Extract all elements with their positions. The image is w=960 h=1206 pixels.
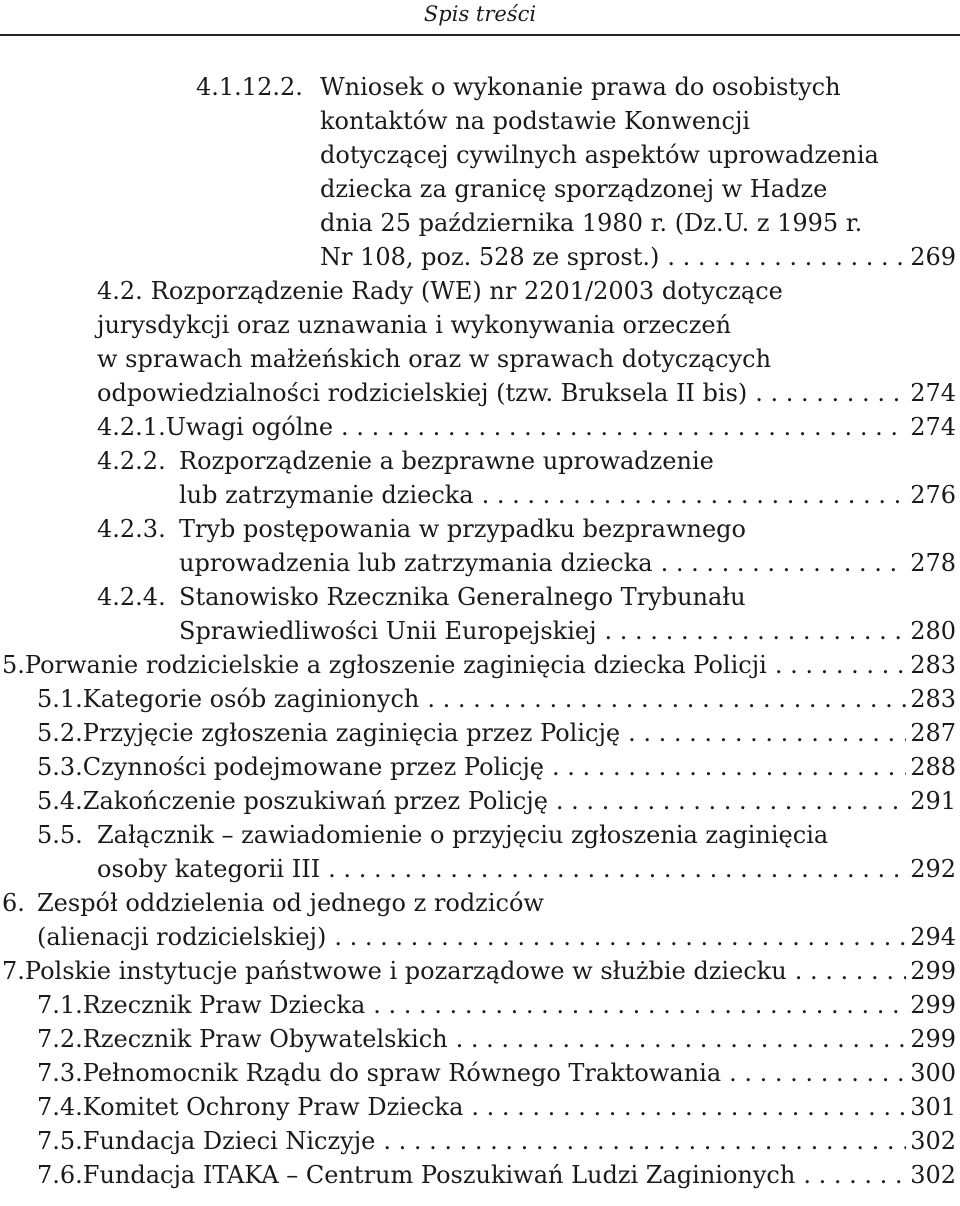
- toc-entry-title-line: Zakończenie poszukiwań przez Policję: [82, 787, 548, 815]
- toc-entry-title-line: Stanowisko Rzecznika Generalnego Trybunału: [179, 583, 746, 611]
- dot-leader: [375, 1124, 906, 1158]
- toc-entry-title-line: Uwagi ogólne: [165, 413, 334, 441]
- toc-entry-number: 5.4.: [37, 787, 83, 815]
- dot-leader: [795, 1158, 906, 1192]
- toc-entry-number: 7.4.: [37, 1093, 83, 1121]
- toc-entry[interactable]: [0, 1124, 960, 1158]
- toc-entry-title-line: Komitet Ochrony Praw Dziecka: [82, 1093, 464, 1121]
- toc-entry-page-number: 283: [910, 685, 956, 713]
- toc-entry-number: 4.2.4.: [97, 583, 166, 611]
- toc-entry[interactable]: [0, 512, 960, 580]
- toc-entry[interactable]: [0, 580, 960, 648]
- toc-entry-title-line: dnia 25 października 1980 r. (Dz.U. z 1995 r.: [320, 209, 863, 237]
- toc-entry-title-line: Sprawiedliwości Unii Europejskiej: [179, 617, 597, 645]
- toc-entry-title-line: dziecka za granicę sporządzonej w Hadze: [320, 175, 828, 203]
- toc-entry-page-number: 299: [910, 1025, 956, 1053]
- toc-entry-page-number: 288: [910, 753, 956, 781]
- toc-entry-page-number: 301: [910, 1093, 956, 1121]
- toc-entry-page-number: 302: [910, 1127, 956, 1155]
- dot-leader: [365, 988, 906, 1022]
- toc-entry-title-line: Załącznik – zawiadomienie o przyjęciu zgłoszenia zaginięcia: [97, 821, 829, 849]
- toc-entry-title-line: odpowiedzialności rodzicielskiej (tzw. Bruksela II bis): [97, 379, 748, 407]
- toc-entry-title-line: lub zatrzymanie dziecka: [179, 481, 474, 509]
- toc-entry-number: 4.2.1.: [97, 413, 166, 441]
- dot-leader: [767, 648, 906, 682]
- toc-entry-page-number: 269: [910, 243, 956, 271]
- toc-entry-title-line: Pełnomocnik Rządu do spraw Równego Traktowania: [82, 1059, 722, 1087]
- toc-entry-title-line: Rozporządzenie a bezprawne uprowadzenie: [179, 447, 714, 475]
- dot-leader: [448, 1022, 906, 1056]
- toc-entry-number: 5.2.: [37, 719, 83, 747]
- toc-entry-page-number: 278: [910, 549, 956, 577]
- dot-leader: [333, 410, 906, 444]
- toc-entry-number: 7.1.: [37, 991, 83, 1019]
- dot-leader: [320, 852, 906, 886]
- toc-entry-title-line: Czynności podejmowane przez Policję: [82, 753, 544, 781]
- dot-leader: [326, 920, 906, 954]
- dot-leader: [548, 784, 906, 818]
- toc-entry-title-line: osoby kategorii III: [97, 855, 321, 883]
- toc-entry[interactable]: [0, 784, 960, 818]
- toc-entry-page-number: 294: [910, 923, 956, 951]
- toc-entry[interactable]: [0, 818, 960, 886]
- toc-entry-number: 4.2.3.: [97, 515, 166, 543]
- toc-entry[interactable]: [0, 954, 960, 988]
- dot-leader: [721, 1056, 906, 1090]
- toc-entry-title-line: kontaktów na podstawie Konwencji: [320, 107, 751, 135]
- toc-entry-number: 7.3.: [37, 1059, 83, 1087]
- toc-entry[interactable]: [0, 1158, 960, 1192]
- dot-leader: [544, 750, 906, 784]
- toc-entry-title-line: Kategorie osób zaginionych: [82, 685, 420, 713]
- toc-entry[interactable]: [0, 886, 960, 954]
- toc-entry-title-line: Przyjęcie zgłoszenia zaginięcia przez Policję: [82, 719, 621, 747]
- toc-entry-title-line: jurysdykcji oraz uznawania i wykonywania orzeczeń: [97, 311, 732, 339]
- toc-entry-title-line: Zespół oddzielenia od jednego z rodziców: [37, 889, 544, 917]
- dot-leader: [597, 614, 906, 648]
- toc-entry[interactable]: [0, 750, 960, 784]
- toc-entry-number: 7.6.: [37, 1161, 83, 1189]
- toc-entry-page-number: 299: [910, 957, 956, 985]
- toc-entry-title-line: Fundacja Dzieci Niczyje: [82, 1127, 376, 1155]
- toc-entry-title-line: Rozporządzenie Rady (WE) nr 2201/2003 dotyczące: [150, 277, 783, 305]
- toc-entry-page-number: 299: [910, 991, 956, 1019]
- dot-leader: [419, 682, 906, 716]
- toc-entry-title-line: Tryb postępowania w przypadku bezprawnego: [179, 515, 746, 543]
- toc-entry[interactable]: [0, 410, 960, 444]
- toc-entry-page-number: 300: [910, 1059, 956, 1087]
- toc-entry-number: 5.: [2, 651, 25, 679]
- dot-leader: [659, 240, 906, 274]
- toc-entry[interactable]: [0, 444, 960, 512]
- toc-entry[interactable]: [0, 988, 960, 1022]
- toc-entry-number: 4.1.12.2.: [196, 73, 303, 101]
- toc-entry-number: 7.2.: [37, 1025, 83, 1053]
- toc-entry-number: 7.: [2, 957, 25, 985]
- toc-entry-number: 6.: [2, 889, 25, 917]
- toc-entry-page-number: 287: [910, 719, 956, 747]
- toc-entry-page-number: 280: [910, 617, 956, 645]
- toc-entry-page-number: 291: [910, 787, 956, 815]
- toc-entry[interactable]: [0, 648, 960, 682]
- toc-entry-title-line: dotyczącej cywilnych aspektów uprowadzenia: [320, 141, 879, 169]
- toc-entry[interactable]: [0, 1090, 960, 1124]
- toc-entry-title-line: Fundacja ITAKA – Centrum Poszukiwań Ludzi Zaginionych: [82, 1161, 796, 1189]
- dot-leader: [653, 546, 906, 580]
- toc-entry-number: 7.5.: [37, 1127, 83, 1155]
- toc-entry-page-number: 283: [910, 651, 956, 679]
- toc-entry[interactable]: [0, 70, 960, 274]
- toc-entry-title-line: Rzecznik Praw Dziecka: [82, 991, 366, 1019]
- toc-entry-title-line: Wniosek o wykonanie prawa do osobistych: [320, 73, 841, 101]
- table-of-contents: [0, 70, 960, 1192]
- dot-leader: [747, 376, 906, 410]
- dot-leader: [620, 716, 906, 750]
- toc-entry-page-number: 274: [910, 379, 956, 407]
- toc-entry[interactable]: [0, 716, 960, 750]
- toc-entry-title-line: Polskie instytucje państwowe i pozarządowe w służbie dziecku: [24, 957, 787, 985]
- toc-entry-title-line: Nr 108, poz. 528 ze sprost.): [320, 243, 660, 271]
- toc-entry-title-line: (alienacji rodzicielskiej): [37, 923, 327, 951]
- toc-entry-page-number: 274: [910, 413, 956, 441]
- toc-entry-page-number: 276: [910, 481, 956, 509]
- header-rule: [0, 34, 960, 36]
- toc-entry-number: 5.1.: [37, 685, 83, 713]
- dot-leader: [787, 954, 906, 988]
- toc-entry-page-number: 292: [910, 855, 956, 883]
- toc-entry-page-number: 302: [910, 1161, 956, 1189]
- toc-entry[interactable]: [0, 274, 960, 410]
- toc-entry-title-line: Rzecznik Praw Obywatelskich: [82, 1025, 448, 1053]
- dot-leader: [463, 1090, 906, 1124]
- toc-entry-number: 5.3.: [37, 753, 83, 781]
- running-head: Spis treści: [423, 2, 537, 26]
- toc-entry-title-line: uprowadzenia lub zatrzymania dziecka: [179, 549, 653, 577]
- toc-entry-number: 5.5.: [37, 821, 83, 849]
- toc-entry[interactable]: [0, 1022, 960, 1056]
- toc-entry-title-line: Porwanie rodzicielskie a zgłoszenie zaginięcia dziecka Policji: [24, 651, 767, 679]
- toc-entry-title-line: w sprawach małżeńskich oraz w sprawach dotyczących: [97, 345, 772, 373]
- toc-entry[interactable]: [0, 1056, 960, 1090]
- dot-leader: [474, 478, 906, 512]
- toc-entry-number: 4.2.: [97, 277, 143, 305]
- toc-entry-number: 4.2.2.: [97, 447, 166, 475]
- toc-entry[interactable]: [0, 682, 960, 716]
